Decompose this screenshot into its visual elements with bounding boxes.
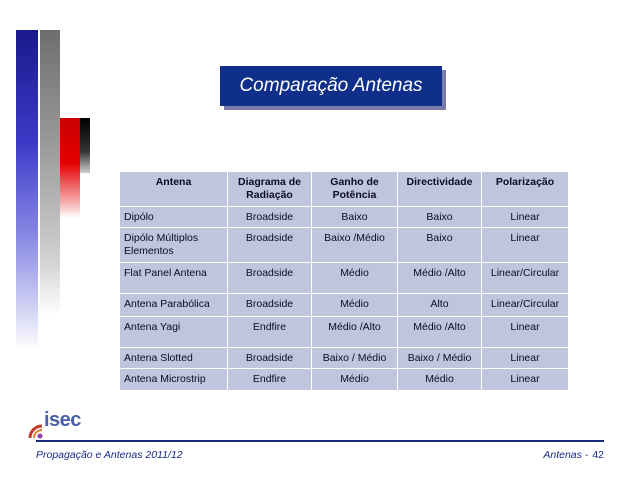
- cell-polarizacao: Linear: [482, 228, 568, 262]
- cell-ganho: Baixo: [312, 207, 398, 227]
- comparison-table: [120, 172, 568, 383]
- cell-directividade: Baixo / Médio: [398, 348, 482, 368]
- footer-page: [543, 449, 604, 461]
- cell-antena: Antena Parabólica: [120, 294, 228, 316]
- page-number: 42: [592, 449, 604, 461]
- logo-text: isec: [44, 409, 81, 431]
- cell-directividade: Médio: [398, 369, 482, 390]
- cell-ganho: Baixo / Médio: [312, 348, 398, 368]
- footer-divider: [36, 440, 604, 442]
- table-row: [120, 207, 568, 228]
- table-row: [120, 263, 568, 294]
- cell-polarizacao: Linear/Circular: [482, 294, 568, 316]
- footer-section: Antenas -: [543, 449, 589, 461]
- decorative-bar-navy: [16, 30, 38, 350]
- cell-ganho: Médio: [312, 294, 398, 316]
- cell-polarizacao: Linear: [482, 369, 568, 390]
- cell-directividade: Médio /Alto: [398, 263, 482, 293]
- cell-diagrama: Broadside: [228, 348, 312, 368]
- cell-directividade: Baixo: [398, 228, 482, 262]
- cell-antena: Antena Microstrip: [120, 369, 228, 390]
- header-polarizacao: Polarização: [482, 172, 568, 206]
- cell-diagrama: Endfire: [228, 317, 312, 347]
- cell-diagrama: Broadside: [228, 207, 312, 227]
- cell-polarizacao: Linear: [482, 207, 568, 227]
- header-diagrama: Diagrama de Radiação: [228, 172, 312, 206]
- cell-polarizacao: Linear: [482, 317, 568, 347]
- cell-antena: Antena Slotted: [120, 348, 228, 368]
- cell-antena: Dipólo: [120, 207, 228, 227]
- table-row: [120, 369, 568, 390]
- cell-directividade: Baixo: [398, 207, 482, 227]
- cell-diagrama: Broadside: [228, 228, 312, 262]
- cell-directividade: Alto: [398, 294, 482, 316]
- header-directividade: Directividade: [398, 172, 482, 206]
- table-header-row: [120, 172, 568, 207]
- cell-diagrama: Broadside: [228, 294, 312, 316]
- slide-title: Comparação Antenas: [220, 66, 442, 106]
- decorative-bar-gray: [40, 30, 60, 315]
- decorative-bar-red: [60, 118, 80, 218]
- cell-polarizacao: Linear/Circular: [482, 263, 568, 293]
- table-row: [120, 294, 568, 317]
- cell-ganho: Médio /Alto: [312, 317, 398, 347]
- cell-ganho: Médio: [312, 263, 398, 293]
- header-ganho: Ganho de Potência: [312, 172, 398, 206]
- header-antena: Antena: [120, 172, 228, 206]
- footer-course: Propagação e Antenas 2011/12: [36, 449, 183, 461]
- cell-ganho: Baixo /Médio: [312, 228, 398, 262]
- cell-antena: Antena Yagi: [120, 317, 228, 347]
- table-row: [120, 228, 568, 263]
- decorative-bar-black: [80, 118, 90, 173]
- cell-antena: Dipólo Múltiplos Elementos: [120, 228, 228, 262]
- table-row: [120, 348, 568, 369]
- cell-ganho: Médio: [312, 369, 398, 390]
- cell-diagrama: Endfire: [228, 369, 312, 390]
- cell-polarizacao: Linear: [482, 348, 568, 368]
- table-row: [120, 317, 568, 348]
- cell-directividade: Médio /Alto: [398, 317, 482, 347]
- cell-diagrama: Broadside: [228, 263, 312, 293]
- cell-antena: Flat Panel Antena: [120, 263, 228, 293]
